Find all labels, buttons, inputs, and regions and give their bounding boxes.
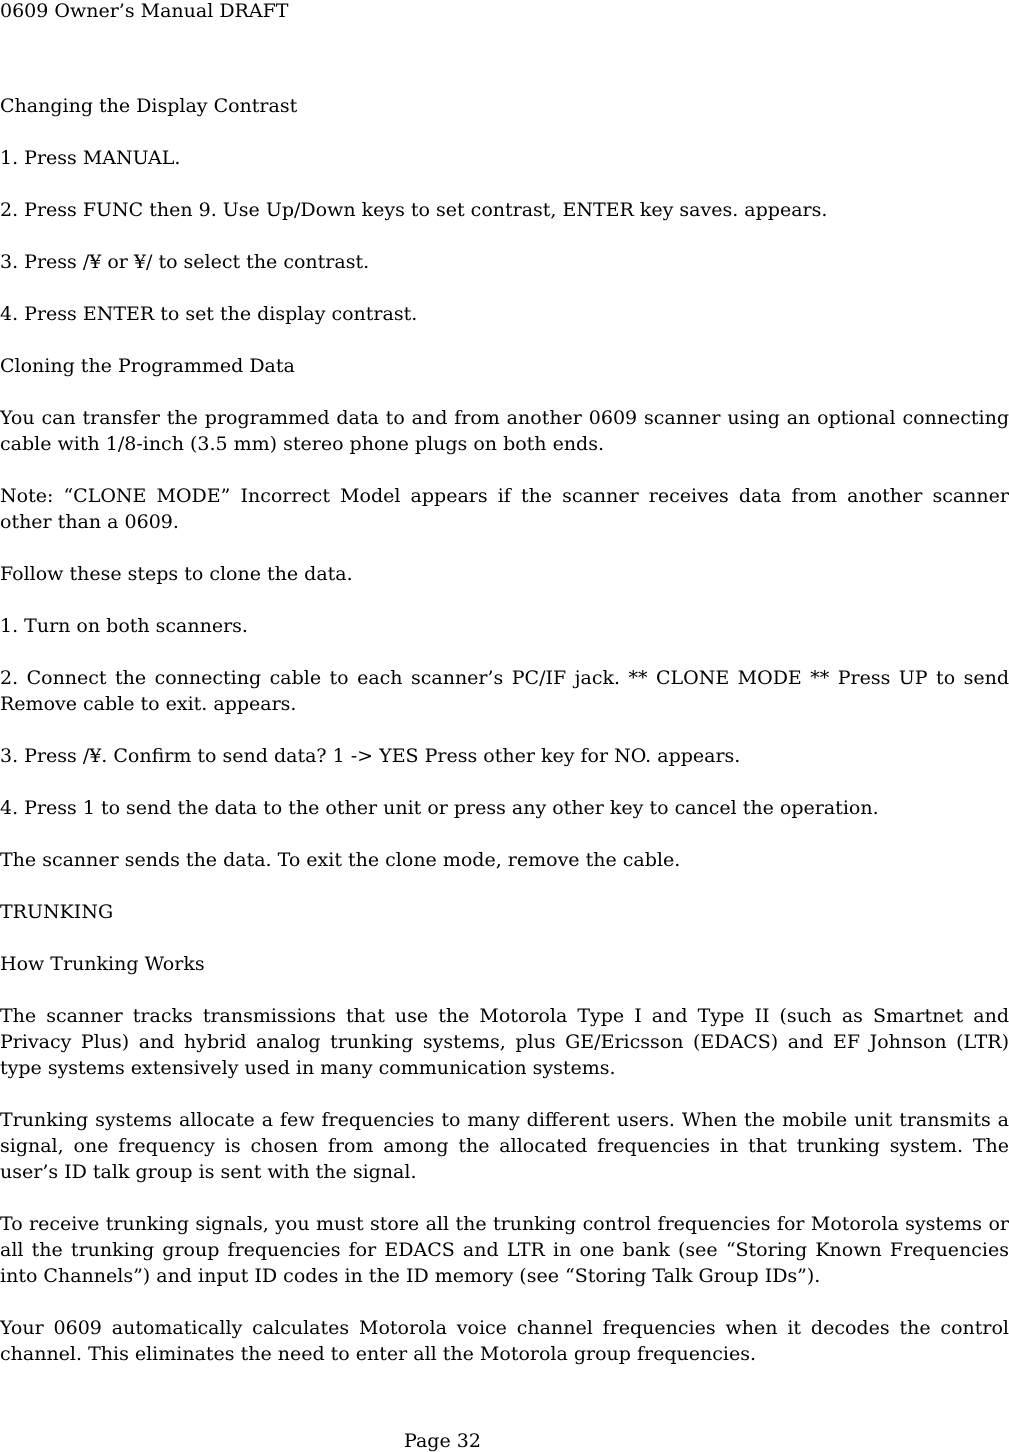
page-header: 0609 Owner’s Manual DRAFT [0, 0, 289, 22]
section-heading-trunking: TRUNKING [0, 901, 114, 923]
clone-note-paragraph: Note: “CLONE MODE” Incorrect Model appears if the scanner receives data from another scanner other than a 0609. [0, 485, 1009, 533]
step-4-press-enter: 4. Press ENTER to set the display contrast. [0, 303, 418, 325]
trunking-systems-paragraph: The scanner tracks transmissions that use the Motorola Type I and Type II (such as Smartnet and Privacy Plus) and hybrid analog trunking systems, plus GE/Ericsson (EDACS) and EF Johnson (LTR) type systems extensively used in many communication systems. [0, 1005, 1009, 1079]
step-2-func-9: 2. Press FUNC then 9. Use Up/Down keys to set contrast, ENTER key saves. appears. [0, 199, 828, 221]
clone-step-2: 2. Connect the connecting cable to each scanner’s PC/IF jack. ** CLONE MODE ** Press UP to send Remove cable to exit. appears. [0, 667, 1009, 715]
page-footer [0, 1430, 1009, 1452]
section-heading-display-contrast: Changing the Display Contrast [0, 95, 298, 117]
page-body [0, 93, 1009, 1393]
clone-step-3: 3. Press /¥. Confirm to send data? 1 -> YES Press other key for NO. appears. [0, 745, 741, 767]
trunking-receive-paragraph: To receive trunking signals, you must store all the trunking control frequencies for Motorola systems or all the trunking group frequencies for EDACS and LTR in one bank (see “Storing Known Frequencies into Channels”) and input ID codes in the ID memory (see “Storing Talk Group IDs”). [0, 1213, 1009, 1287]
cloning-intro-paragraph: You can transfer the programmed data to and from another 0609 scanner using an optional connecting cable with 1/8-inch (3.5 mm) stereo phone plugs on both ends. [0, 407, 1009, 455]
section-heading-cloning: Cloning the Programmed Data [0, 355, 295, 377]
clone-steps-intro: Follow these steps to clone the data. [0, 563, 353, 585]
trunking-allocation-paragraph: Trunking systems allocate a few frequencies to many different users. When the mobile unit transmits a signal, one frequency is chosen from among the allocated frequencies in that trunking system. The user’s ID talk group is sent with the signal. [0, 1109, 1009, 1183]
subheading-how-trunking-works: How Trunking Works [0, 953, 205, 975]
clone-step-1: 1. Turn on both scanners. [0, 615, 248, 637]
clone-exit-paragraph: The scanner sends the data. To exit the clone mode, remove the cable. [0, 849, 681, 871]
step-1-press-manual: 1. Press MANUAL. [0, 147, 181, 169]
step-3-select-contrast: 3. Press /¥ or ¥/ to select the contrast. [0, 251, 370, 273]
trunking-auto-calc-paragraph: Your 0609 automatically calculates Motorola voice channel frequencies when it decodes the control channel. This eliminates the need to enter all the Motorola group frequencies. [0, 1317, 1009, 1365]
page-number: Page 32 [404, 1430, 481, 1452]
clone-step-4: 4. Press 1 to send the data to the other unit or press any other key to cancel the operation. [0, 797, 879, 819]
